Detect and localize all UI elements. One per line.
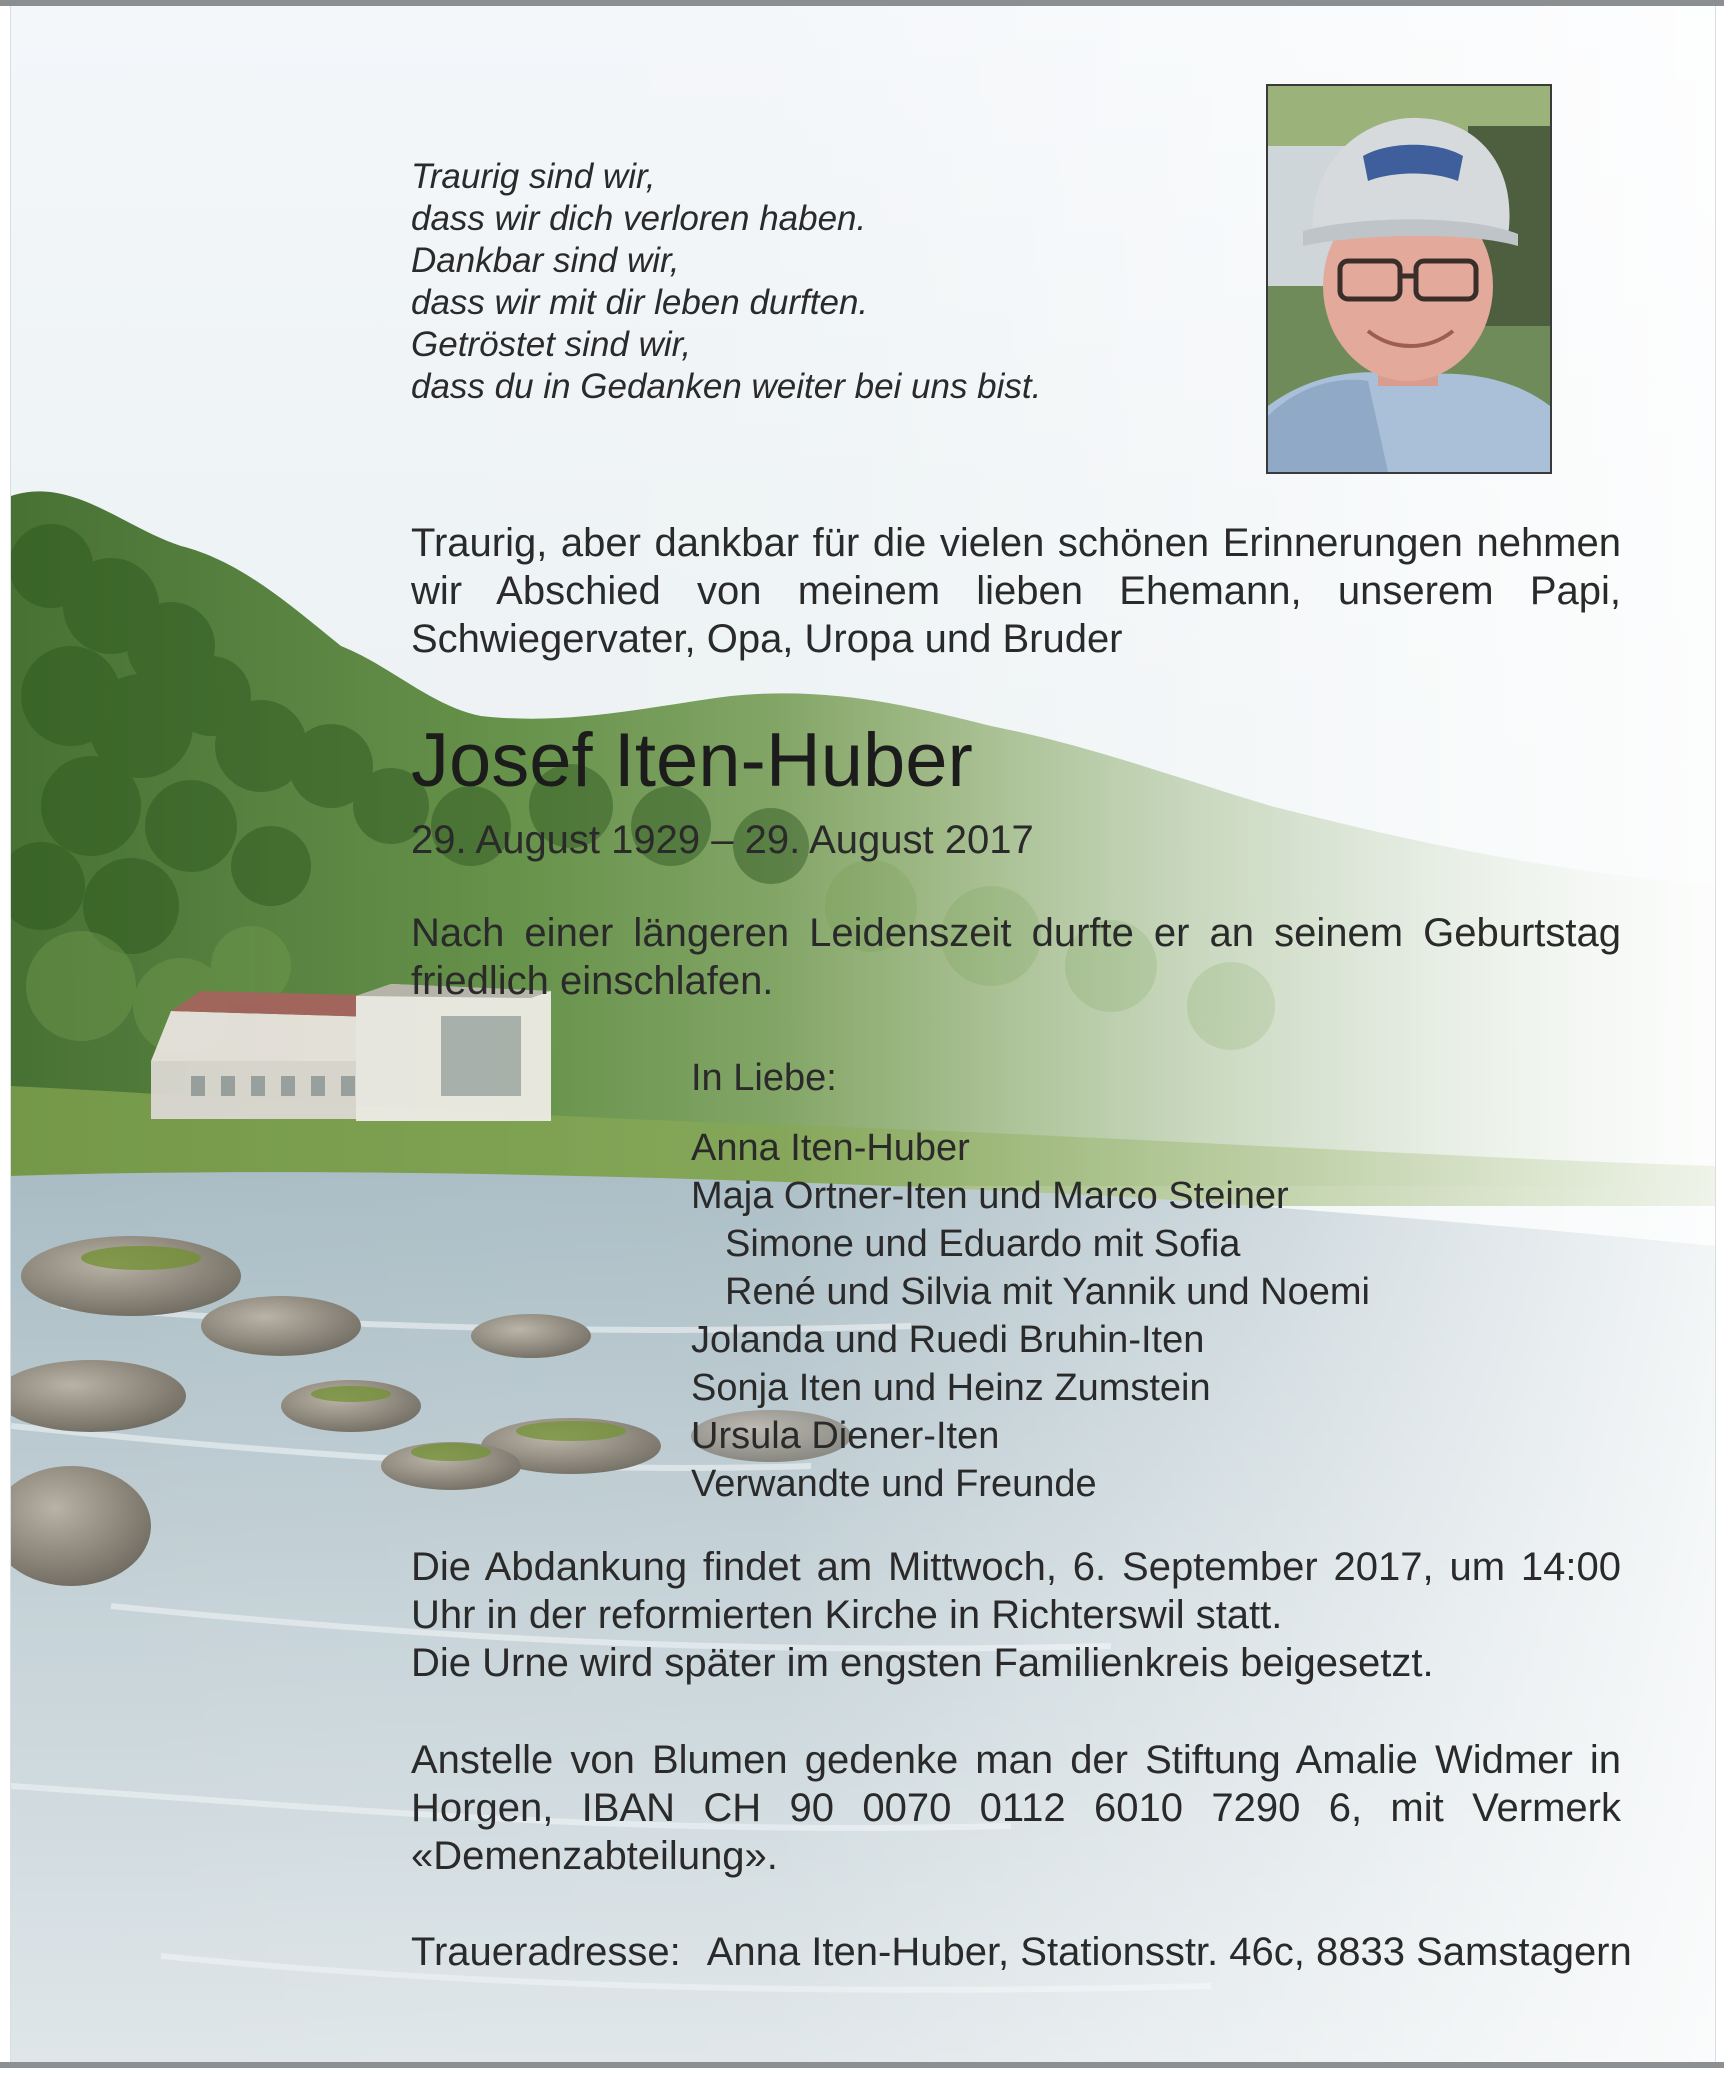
family-member: Sonja Iten und Heinz Zumstein xyxy=(691,1367,1211,1409)
obituary-frame xyxy=(10,6,1716,2062)
poem-line: dass du in Gedanken weiter bei uns bist. xyxy=(411,367,1042,406)
address-value: Anna Iten-Huber, Stationsstr. 46c, 8833 Samstagern xyxy=(706,1930,1632,1974)
family-member: Jolanda und Ruedi Bruhin-Iten xyxy=(691,1319,1205,1361)
poem-line: Dankbar sind wir, xyxy=(411,241,680,280)
urn-line: Die Urne wird später im engsten Familienkreis beigesetzt. xyxy=(411,1641,1434,1685)
poem-line: Traurig sind wir, xyxy=(411,157,656,196)
mourning-address xyxy=(411,1928,1632,1976)
family-member: René und Silvia mit Yannik und Noemi xyxy=(725,1271,1370,1313)
life-dates: 29. August 1929 – 29. August 2017 xyxy=(411,818,1034,862)
memorial-poem xyxy=(411,156,1211,408)
bottom-border xyxy=(0,2062,1724,2068)
donation-notice: Anstelle von Blumen gedenke man der Stiftung Amalie Widmer in Horgen, IBAN CH 90 0070 0112 6010 7290 6, mit Vermerk «Demenzabteilung». xyxy=(411,1738,1621,1878)
family-member: Anna Iten-Huber xyxy=(691,1127,970,1169)
intro-paragraph: Traurig, aber dankbar für die vielen schönen Erinnerungen nehmen wir Abschied von meinem lieben Ehemann, unserem Papi, Schwiegervater, Opa, Uropa und Bruder xyxy=(411,521,1621,661)
passing-note: Nach einer längeren Leidenszeit durfte er an seinem Geburtstag friedlich einschlafen. xyxy=(411,911,1621,1003)
family-heading: In Liebe: xyxy=(691,1057,837,1099)
family-member: Maja Ortner-Iten und Marco Steiner xyxy=(691,1175,1289,1217)
address-label: Traueradresse: xyxy=(411,1930,681,1974)
family-member: Verwandte und Freunde xyxy=(691,1463,1097,1505)
poem-line: Getröstet sind wir, xyxy=(411,325,692,364)
deceased-name: Josef Iten-Huber xyxy=(411,718,973,803)
ceremony-notice xyxy=(411,1543,1621,1687)
family-list xyxy=(691,1054,1591,1508)
portrait-photo xyxy=(1266,84,1552,474)
family-member: Ursula Diener-Iten xyxy=(691,1415,1000,1457)
family-member: Simone und Eduardo mit Sofia xyxy=(725,1223,1241,1265)
poem-line: dass wir mit dir leben durften. xyxy=(411,283,869,322)
ceremony-line: Die Abdankung findet am Mittwoch, 6. September 2017, um 14:00 Uhr in der reformierten Kirche in Richterswil statt. xyxy=(411,1545,1621,1637)
poem-line: dass wir dich verloren haben. xyxy=(411,199,867,238)
